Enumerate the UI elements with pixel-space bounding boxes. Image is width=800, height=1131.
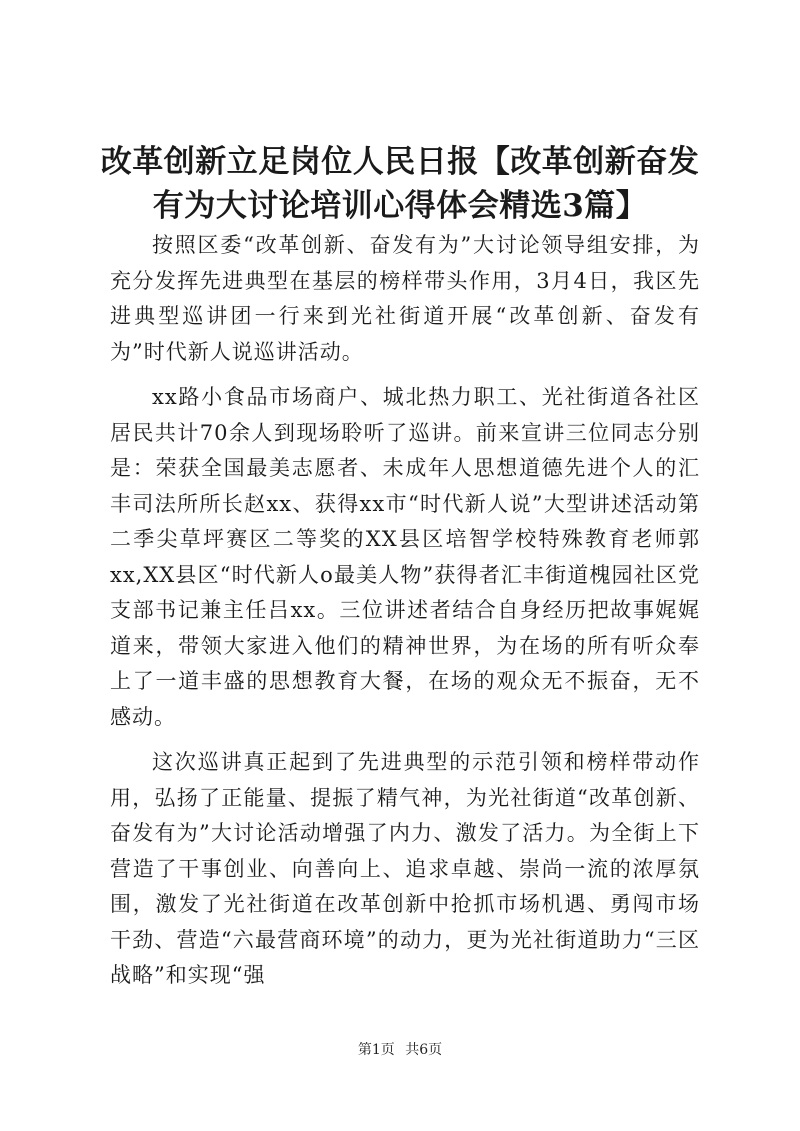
document-body (110, 228, 700, 1004)
document-title: 改革创新立足岗位人民日报【改革创新奋发有为大讨论培训心得体会精选3篇】 (100, 144, 700, 224)
paragraph-3: 这次巡讲真正起到了先进典型的示范引领和榜样带动作用，弘扬了正能量、提振了精气神，为光社街道“改革创新、奋发有为”大讨论活动增强了内力、激发了活力。为全街上下营造了干事创业、向善向上、追求卓越、崇尚一流的浓厚氛围，激发了光社街道在改革创新中抢抓市场机遇、勇闯市场干劲、营造“六最营商环境”的动力，更为光社街道助力“三区战略”和实现“强 (110, 750, 700, 987)
page-number-current: 第1页 (357, 1042, 395, 1058)
page-number-total: 共6页 (405, 1042, 443, 1058)
paragraph-1: 按照区委“改革创新、奋发有为”大讨论领导组安排，为充分发挥先进典型在基层的榜样带头作用，3月4日，我区先进典型巡讲团一行来到光社街道开展“改革创新、奋发有为”时代新人说巡讲活动。 (110, 233, 700, 364)
page-footer (0, 1040, 800, 1060)
paragraph-2: xx路小食品市场商户、城北热力职工、光社街道各社区居民共计70余人到现场聆听了巡讲。前来宣讲三位同志分别是：荣获全国最美志愿者、未成年人思想道德先进个人的汇丰司法所所长赵xx、获得xx市“时代新人说”大型讲述活动第二季尖草坪赛区二等奖的XX县区培智学校特殊教育老师郭xx,XX县区“时代新人o最美人物”获得者汇丰街道槐园社区党支部书记兼主任吕xx。三位讲述者结合自身经历把故事娓娓道来，带领大家进入他们的精神世界，为在场的所有听众奉上了一道丰盛的思想教育大餐，在场的观众无不振奋，无不感动。 (110, 385, 700, 729)
